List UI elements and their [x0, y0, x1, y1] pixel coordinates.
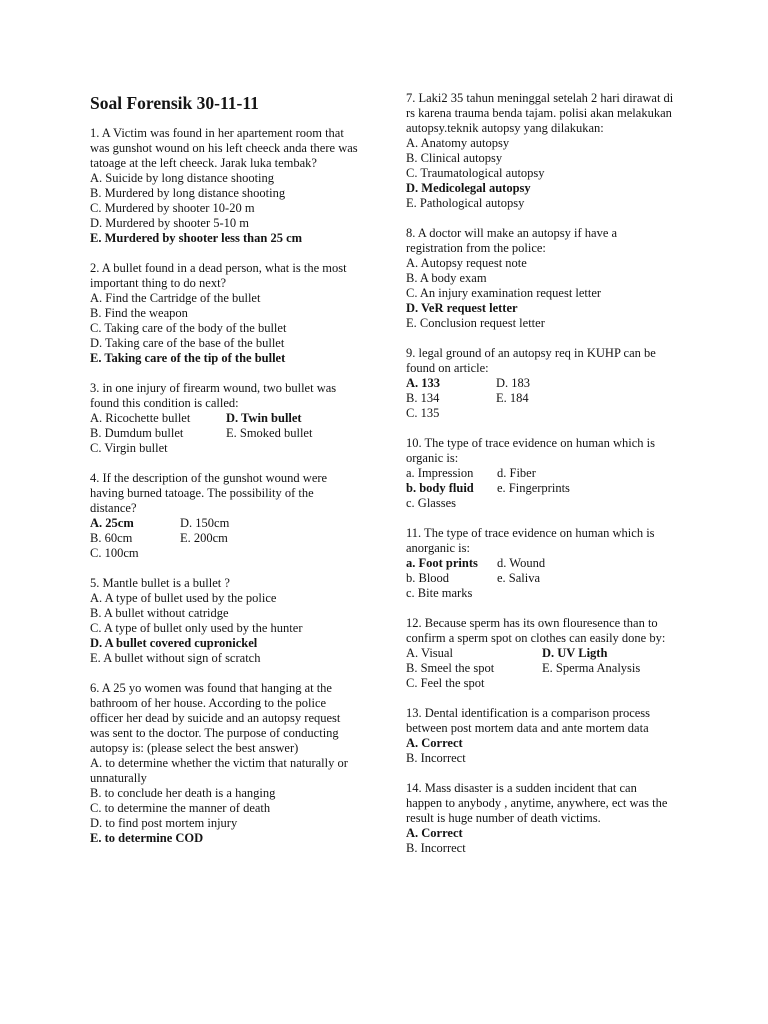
answer-option: C. Murdered by shooter 10-20 m: [90, 200, 255, 215]
correct-answer-option: A. 133: [406, 375, 441, 390]
question-stem-line: happen to anybody , anytime, anywhere, ect was the: [406, 795, 668, 810]
answer-option: B. Murdered by long distance shooting: [90, 185, 286, 200]
question-12: [406, 616, 706, 691]
question-stem-line: was sent to the doctor. The purpose of conducting: [90, 725, 339, 740]
question-stem-line: result is huge number of death victims.: [406, 810, 601, 825]
question-6: [90, 681, 375, 846]
answer-option: B. A bullet without catridge: [90, 605, 229, 620]
question-stem-line: between post mortem data and ante mortem data: [406, 720, 649, 735]
question-1: [90, 126, 375, 246]
question-stem-line: anorganic is:: [406, 540, 470, 555]
question-stem-line: autopsy.teknik autopsy yang dilakukan:: [406, 120, 604, 135]
correct-answer-option: E. Taking care of the tip of the bullet: [90, 350, 286, 365]
answer-option: D. 150cm: [180, 515, 230, 530]
question-stem-line: found this condition is called:: [90, 395, 239, 410]
question-7: [406, 91, 706, 211]
answer-options-grid: [406, 646, 706, 691]
correct-answer-option: D. Medicolegal autopsy: [406, 180, 531, 195]
answer-option: C. An injury examination request letter: [406, 285, 602, 300]
answer-option: C. 135: [406, 405, 440, 420]
right-column: [406, 91, 706, 871]
question-9: [406, 346, 706, 421]
question-stem-line: 9. legal ground of an autopsy req in KUHP can be: [406, 345, 656, 360]
correct-answer-option: D. A bullet covered cupronickel: [90, 635, 258, 650]
correct-answer-option: A. Correct: [406, 825, 463, 840]
answer-option: A. Suicide by long distance shooting: [90, 170, 275, 185]
question-4: [90, 471, 375, 561]
correct-answer-option: a. Foot prints: [406, 555, 478, 570]
answer-options-grid: [90, 411, 375, 456]
question-stem-line: 10. The type of trace evidence on human which is: [406, 435, 655, 450]
question-stem-line: found on article:: [406, 360, 489, 375]
question-5: [90, 576, 375, 666]
answer-option: C. Traumatological autopsy: [406, 165, 545, 180]
answer-option: B. Incorrect: [406, 840, 466, 855]
question-stem-line: organic is:: [406, 450, 459, 465]
answer-option: A. Visual: [406, 645, 453, 660]
answer-option: D. to find post mortem injury: [90, 815, 238, 830]
answer-option: B. Find the weapon: [90, 305, 188, 320]
answer-option: A. to determine whether the victim that naturally or unnaturally: [90, 755, 348, 785]
answer-option: B. A body exam: [406, 270, 487, 285]
answer-option: D. Taking care of the base of the bullet: [90, 335, 285, 350]
answer-option: B. Incorrect: [406, 750, 466, 765]
question-stem-line: 3. in one injury of firearm wound, two bullet was: [90, 380, 337, 395]
question-stem-line: tatoage at the left cheeck. Jarak luka tembak?: [90, 155, 317, 170]
answer-option: E. Conclusion request letter: [406, 315, 545, 330]
question-stem-line: 11. The type of trace evidence on human which is: [406, 525, 655, 540]
answer-options-grid: [90, 516, 375, 561]
question-8: [406, 226, 706, 331]
question-stem-line: important thing to do next?: [90, 275, 227, 290]
question-14: [406, 781, 706, 856]
answer-option: E. 200cm: [180, 530, 228, 545]
question-stem-line: officer her dead by suicide and an autopsy request: [90, 710, 341, 725]
answer-option: d. Wound: [497, 555, 546, 570]
answer-option: e. Saliva: [497, 570, 541, 585]
left-column: [90, 92, 375, 861]
question-stem-line: 12. Because sperm has its own flouresence than to: [406, 615, 658, 630]
correct-answer-option: D. Twin bullet: [226, 410, 302, 425]
answer-option: e. Fingerprints: [497, 480, 570, 495]
question-stem-line: 1. A Victim was found in her apartement room that: [90, 125, 344, 140]
correct-answer-option: E. to determine COD: [90, 830, 204, 845]
question-stem-line: 13. Dental identification is a comparison process: [406, 705, 651, 720]
question-stem-line: 5. Mantle bullet is a bullet ?: [90, 575, 230, 590]
answer-option: B. to conclude her death is a hanging: [90, 785, 276, 800]
question-stem-line: having burned tatoage. The possibility of the: [90, 485, 314, 500]
answer-option: E. A bullet without sign of scratch: [90, 650, 261, 665]
answer-option: c. Glasses: [406, 495, 456, 510]
question-10: [406, 436, 706, 511]
answer-option: B. Clinical autopsy: [406, 150, 503, 165]
answer-option: B. Smeel the spot: [406, 660, 495, 675]
question-stem-line: was gunshot wound on his left cheeck anda there was: [90, 140, 358, 155]
correct-answer-option: D. UV Ligth: [542, 645, 608, 660]
question-stem-line: distance?: [90, 500, 137, 515]
answer-option: a. Impression: [406, 465, 474, 480]
question-stem-line: 4. If the description of the gunshot wound were: [90, 470, 328, 485]
answer-option: b. Blood: [406, 570, 450, 585]
question-stem-line: autopsy is: (please select the best answer): [90, 740, 299, 755]
answer-option: B. 60cm: [90, 530, 133, 545]
answer-option: c. Bite marks: [406, 585, 473, 600]
question-2: [90, 261, 375, 366]
answer-options-grid: [406, 466, 706, 511]
question-stem-line: registration from the police:: [406, 240, 546, 255]
answer-option: D. 183: [496, 375, 531, 390]
question-stem-line: 6. A 25 yo women was found that hanging at the: [90, 680, 332, 695]
answer-option: A. Find the Cartridge of the bullet: [90, 290, 261, 305]
question-stem-line: 2. A bullet found in a dead person, what is the most: [90, 260, 347, 275]
correct-answer-option: E. Murdered by shooter less than 25 cm: [90, 230, 303, 245]
page-title: Soal Forensik 30-11-11: [90, 92, 259, 113]
question-3: [90, 381, 375, 456]
answer-option: A. Ricochette bullet: [90, 410, 191, 425]
correct-answer-option: b. body fluid: [406, 480, 474, 495]
answer-option: C. 100cm: [90, 545, 139, 560]
question-11: [406, 526, 706, 601]
answer-option: C. A type of bullet only used by the hunter: [90, 620, 303, 635]
answer-options-grid: [406, 556, 706, 601]
answer-option: d. Fiber: [497, 465, 536, 480]
answer-option: B. Dumdum bullet: [90, 425, 184, 440]
question-stem-line: bathroom of her house. According to the police: [90, 695, 327, 710]
answer-option: D. Murdered by shooter 5-10 m: [90, 215, 249, 230]
correct-answer-option: D. VeR request letter: [406, 300, 518, 315]
answer-option: A. Anatomy autopsy: [406, 135, 510, 150]
answer-option: A. Autopsy request note: [406, 255, 527, 270]
correct-answer-option: A. 25cm: [90, 515, 134, 530]
answer-option: E. Pathological autopsy: [406, 195, 525, 210]
question-stem-line: 7. Laki2 35 tahun meninggal setelah 2 hari dirawat di: [406, 90, 674, 105]
question-13: [406, 706, 706, 766]
answer-option: C. Feel the spot: [406, 675, 485, 690]
question-stem-line: confirm a sperm spot on clothes can easily done by:: [406, 630, 666, 645]
question-stem-line: 14. Mass disaster is a sudden incident that can: [406, 780, 637, 795]
answer-option: C. Taking care of the body of the bullet: [90, 320, 287, 335]
answer-option: C. to determine the manner of death: [90, 800, 271, 815]
answer-option: E. 184: [496, 390, 529, 405]
answer-option: E. Smoked bullet: [226, 425, 313, 440]
answer-options-grid: [406, 376, 706, 421]
answer-option: A. A type of bullet used by the police: [90, 590, 277, 605]
question-stem-line: rs karena trauma benda tajam. polisi akan melakukan: [406, 105, 672, 120]
answer-option: B. 134: [406, 390, 440, 405]
question-stem-line: 8. A doctor will make an autopsy if have a: [406, 225, 618, 240]
answer-option: C. Virgin bullet: [90, 440, 168, 455]
answer-option: E. Sperma Analysis: [542, 660, 641, 675]
correct-answer-option: A. Correct: [406, 735, 463, 750]
